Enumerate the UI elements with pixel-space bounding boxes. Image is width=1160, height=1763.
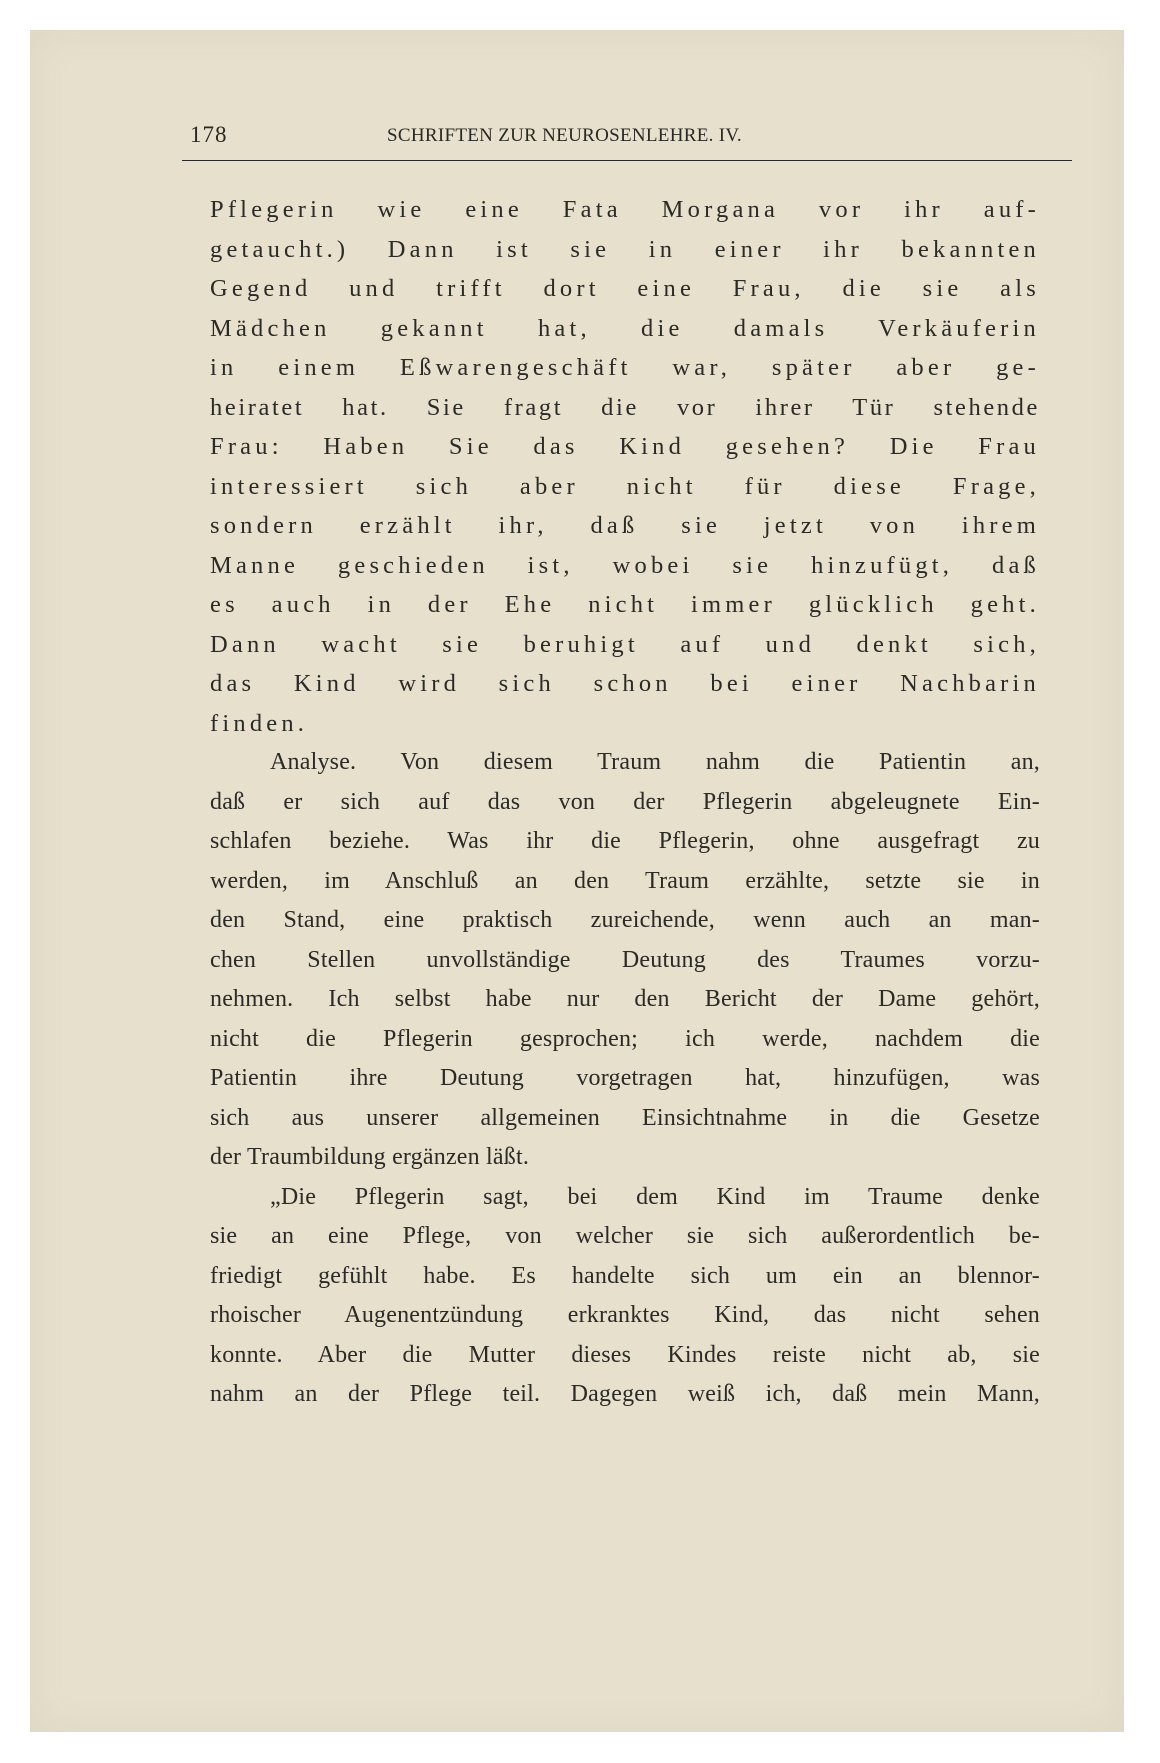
text-line: daß er sich auf das von der Pflegerin abgeleugnete Ein- [210, 788, 1040, 815]
text-line: friedigt gefühlt habe. Es handelte sich um ein an blennor- [210, 1262, 1040, 1289]
quote-paragraph [210, 1178, 1040, 1415]
page-number: 178 [190, 122, 228, 147]
text-line: der Traumbildung ergänzen läßt. [210, 1144, 530, 1170]
text-line: sondern erzählt ihr, daß sie jetzt von ihrem [210, 512, 1040, 539]
text-line: den Stand, eine praktisch zureichende, wenn auch an man- [210, 907, 1040, 933]
text-line: Gegend und trifft dort eine Frau, die sie als [210, 275, 1040, 302]
running-header [182, 122, 1072, 161]
text-line: Dann wacht sie beruhigt auf und denkt sich, [210, 630, 1040, 658]
text-line: konnte. Aber die Mutter dieses Kindes reiste nicht ab, sie [210, 1341, 1040, 1368]
text-line: „Die Pflegerin sagt, bei dem Kind im Traume denke [270, 1183, 1040, 1210]
text-line: sich aus unserer allgemeinen Einsichtnahme in die Gesetze [210, 1104, 1040, 1131]
text-line: rhoischer Augenentzündung erkranktes Kind, das nicht sehen [210, 1302, 1040, 1328]
text-line: getaucht.) Dann ist sie in einer ihr bekannten [210, 235, 1040, 263]
text-line: in einem Eßwarengeschäft war, später aber ge- [210, 354, 1040, 381]
text-line: nicht die Pflegerin gesprochen; ich werde, nachdem die [210, 1025, 1040, 1052]
analysis-paragraph [210, 743, 1040, 1178]
text-line: Manne geschieden ist, wobei sie hinzufügt, daß [210, 551, 1040, 579]
text-line: Analyse. Von diesem Traum nahm die Patientin an, [270, 749, 1040, 775]
text-line: Pflegerin wie eine Fata Morgana vor ihr auf- [210, 196, 1040, 223]
text-line: werden, im Anschluß an den Traum erzählte, setzte sie in [210, 867, 1040, 894]
text-line: finden. [210, 709, 309, 737]
text-line: sie an eine Pflege, von welcher sie sich außerordentlich be- [210, 1223, 1040, 1249]
text-line: es auch in der Ehe nicht immer glücklich geht. [210, 591, 1040, 618]
text-line: Patientin ihre Deutung vorgetragen hat, hinzufügen, was [210, 1065, 1040, 1091]
text-line: das Kind wird sich schon bei einer Nachbarin [210, 670, 1040, 697]
running-title: SCHRIFTEN ZUR NEUROSENLEHRE. IV. [387, 125, 742, 146]
text-line: interessiert sich aber nicht für diese Frage, [210, 472, 1040, 500]
text-line: nahm an der Pflege teil. Dagegen weiß ich, daß mein Mann, [210, 1381, 1040, 1407]
text-line: heiratet hat. Sie fragt die vor ihrer Tür stehende [210, 393, 1040, 421]
page-body [210, 190, 1040, 1415]
text-line: Mädchen gekannt hat, die damals Verkäuferin [210, 314, 1040, 342]
dream-paragraph [210, 190, 1040, 743]
text-line: Frau: Haben Sie das Kind gesehen? Die Frau [210, 433, 1040, 460]
text-line: schlafen beziehe. Was ihr die Pflegerin, ohne ausgefragt zu [210, 828, 1040, 854]
text-line: chen Stellen unvollständige Deutung des Traumes vorzu- [210, 946, 1040, 973]
text-line: nehmen. Ich selbst habe nur den Bericht der Dame gehört, [210, 986, 1040, 1012]
